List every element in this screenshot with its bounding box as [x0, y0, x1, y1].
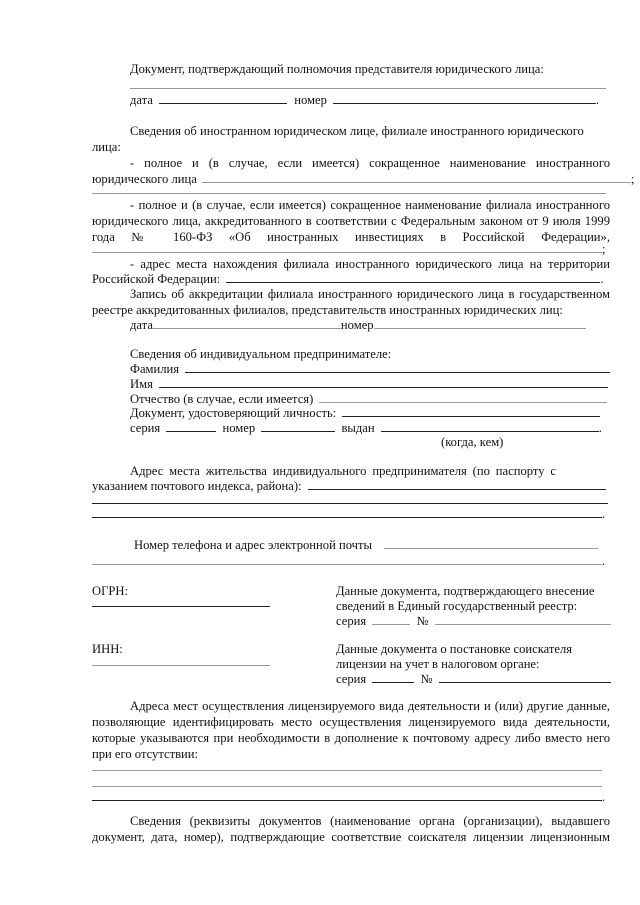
- series-label: серия: [130, 421, 161, 435]
- inn-field[interactable]: [92, 665, 270, 666]
- number-label: номер: [222, 421, 256, 435]
- end-period: .: [602, 554, 606, 568]
- id-document-row: [130, 405, 600, 421]
- series-label: серия: [336, 672, 367, 686]
- end-period: .: [602, 507, 606, 521]
- foreign-full-name-field-line2[interactable]: [92, 193, 606, 194]
- branch-name-label-cont2: года № 160-ФЗ «Об иностранных инвестициях в Российской Федерации»,: [92, 230, 610, 244]
- activity-address-label-cont: позволяющие идентифицировать место осуществления лицензируемого вида деятельности,: [92, 715, 610, 729]
- number-label: номер: [340, 318, 374, 332]
- name-label: Имя: [130, 377, 153, 391]
- end-period: .: [600, 272, 604, 286]
- foreign-full-name-row: [92, 171, 635, 187]
- name-field[interactable]: [159, 376, 608, 388]
- id-issued-field[interactable]: [381, 420, 599, 432]
- accreditation-record-label-cont: реестре аккредитованных филиалов, представительств иностранных юридических лиц:: [92, 303, 563, 317]
- accreditation-number-field[interactable]: [374, 317, 586, 329]
- activity-address-field-line3[interactable]: [92, 789, 602, 801]
- end-period: .: [596, 93, 600, 107]
- id-document-field[interactable]: [342, 405, 600, 417]
- activity-address-label-cont3: при его отсутствии:: [92, 747, 198, 761]
- ogrn-label: ОГРН:: [92, 584, 128, 598]
- activity-address-field-line2[interactable]: [92, 786, 602, 787]
- compliance-label-cont: документ, дата, номер), подтверждающие соответствие соискателя лицензии лицензионным: [92, 830, 610, 844]
- compliance-label: Сведения (реквизиты документов (наименование органа (организации), выдавшего: [130, 814, 610, 828]
- end-period: .: [602, 790, 606, 804]
- activity-address-field[interactable]: [92, 770, 602, 771]
- egr-series-field[interactable]: [372, 613, 410, 625]
- representative-date-row: [130, 92, 599, 108]
- tax-number-field[interactable]: [439, 671, 611, 683]
- patronymic-field[interactable]: [319, 391, 607, 403]
- tax-series-field[interactable]: [372, 671, 414, 683]
- series-label: серия: [336, 614, 367, 628]
- branch-name-row: [92, 241, 606, 257]
- number-sign: №: [416, 614, 429, 628]
- contacts-row: [134, 537, 598, 553]
- residence-label: Адрес места жительства индивидуального предпринимателя (по паспорту с: [130, 464, 556, 478]
- contacts-label: Номер телефона и адрес электронной почты: [134, 538, 372, 552]
- residence-field-line3[interactable]: [92, 506, 602, 518]
- branch-address-field[interactable]: [226, 271, 600, 283]
- date-label: дата: [130, 93, 153, 107]
- date-label: дата: [130, 318, 153, 332]
- representative-date-field[interactable]: [159, 92, 287, 104]
- foreign-full-name-label-cont: юридического лица: [92, 172, 197, 186]
- egr-number-field[interactable]: [435, 613, 611, 625]
- representative-doc-label: Документ, подтверждающий полномочия представителя юридического лица:: [130, 62, 544, 76]
- id-document-label: Документ, удостоверяющий личность:: [130, 406, 337, 420]
- representative-number-field[interactable]: [333, 92, 596, 104]
- end-period: .: [598, 421, 602, 435]
- accreditation-date-row: [130, 317, 586, 333]
- id-series-row: [130, 420, 602, 436]
- ogrn-field[interactable]: [92, 606, 270, 607]
- semicolon: ;: [602, 242, 606, 256]
- entrepreneur-heading: Сведения об индивидуальном предпринимателе:: [130, 347, 392, 361]
- issued-hint: (когда, кем): [441, 435, 504, 449]
- patronymic-label: Отчество (в случае, если имеется): [130, 392, 314, 406]
- number-label: номер: [294, 93, 327, 107]
- residence-field[interactable]: [308, 478, 606, 490]
- accreditation-date-field[interactable]: [153, 317, 341, 329]
- surname-label: Фамилия: [130, 362, 180, 376]
- activity-address-label-cont2: которые указываются при необходимости в дополнение к почтовому адресу либо вместо него: [92, 731, 610, 745]
- name-row: [130, 376, 608, 392]
- foreign-full-name-field[interactable]: [202, 171, 631, 183]
- egr-series-row: [336, 613, 611, 629]
- semicolon: ;: [631, 172, 635, 186]
- foreign-entity-heading: Сведения об иностранном юридическом лице, филиале иностранного юридического: [130, 124, 584, 138]
- issued-label: выдан: [341, 421, 375, 435]
- foreign-entity-heading-cont: лица:: [92, 140, 121, 154]
- id-number-field[interactable]: [261, 420, 335, 432]
- branch-name-label: - полное и (в случае, если имеется) сокращенное наименование филиала иностранного: [130, 198, 610, 212]
- residence-label-cont: указанием почтового индекса, района):: [92, 479, 302, 493]
- branch-address-row: [92, 271, 604, 287]
- branch-name-field[interactable]: [92, 241, 602, 253]
- contacts-field-line2[interactable]: [92, 553, 602, 565]
- accreditation-record-label: Запись об аккредитации филиала иностранного юридического лица в государственном: [130, 287, 610, 301]
- surname-row: [130, 361, 610, 377]
- surname-field[interactable]: [185, 361, 610, 373]
- representative-doc-field[interactable]: [130, 88, 606, 89]
- egr-doc-label: Данные документа, подтверждающего внесение: [336, 584, 595, 598]
- activity-address-label: Адреса мест осуществления лицензируемого вида деятельности и (или) другие данные,: [130, 699, 610, 713]
- residence-row: [92, 478, 606, 494]
- contacts-row2: [92, 553, 605, 569]
- inn-label: ИНН:: [92, 642, 123, 656]
- branch-address-label: - адрес места нахождения филиала иностранного юридического лица на территории: [130, 257, 610, 271]
- branch-name-label-cont: юридического лица, аккредитованного в соответствии с Федеральным законом от 9 июля 1999: [92, 214, 610, 228]
- number-sign: №: [420, 672, 433, 686]
- foreign-full-name-label: - полное и (в случае, если имеется) сокращенное наименование иностранного: [130, 156, 610, 170]
- id-series-field[interactable]: [166, 420, 216, 432]
- contacts-field[interactable]: [384, 537, 598, 549]
- tax-doc-label-cont: лицензии на учет в налоговом органе:: [336, 657, 540, 671]
- tax-series-row: [336, 671, 611, 687]
- egr-doc-label-cont: сведений в Единый государственный реестр:: [336, 599, 578, 613]
- tax-doc-label: Данные документа о постановке соискателя: [336, 642, 573, 656]
- residence-row3: [92, 506, 605, 522]
- activity-address-row3: [92, 789, 605, 805]
- branch-address-label-cont: Российской Федерации:: [92, 272, 221, 286]
- residence-field-line2[interactable]: [92, 503, 608, 504]
